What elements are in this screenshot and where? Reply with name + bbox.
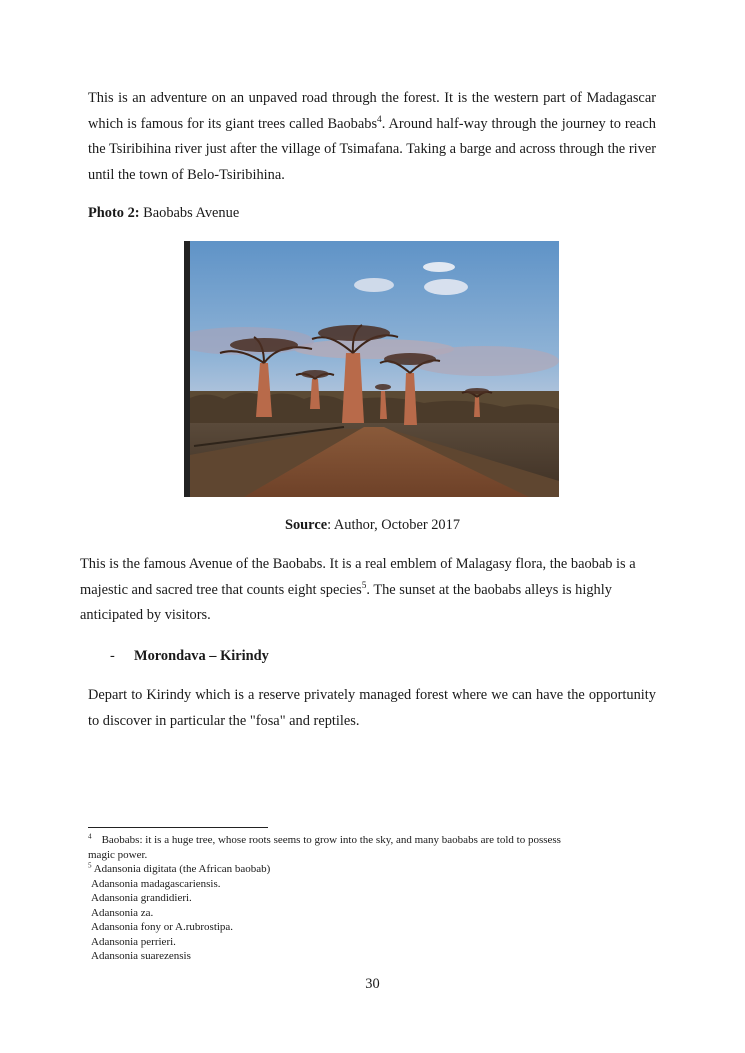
footnote-4 bbox=[88, 833, 648, 848]
photo-caption bbox=[88, 203, 239, 223]
intro-text-b: . Around half-way through the journey to reach the Tsiribihina river just after the village of Tsimafana. Taking a barge and across through the river until the town of Belo-Tsiribihina. bbox=[88, 115, 656, 183]
footnote-4-text: Baobabs: it is a huge tree, whose roots seems to grow into the sky, and many baobabs are told to possess bbox=[101, 834, 561, 846]
species-item: Adansonia madagascariensis. bbox=[91, 877, 221, 890]
species-item: Adansonia perrieri. bbox=[91, 935, 176, 948]
footnote-ref-5[interactable]: 5 bbox=[361, 580, 367, 591]
footnotes bbox=[88, 833, 648, 964]
source-text: : Author, October 2017 bbox=[327, 517, 461, 533]
footnote-5-number: 5 bbox=[88, 861, 92, 870]
species-item: Adansonia fony or A.rubrostipa. bbox=[91, 921, 234, 933]
footnote-5-text: Adansonia digitata (the African baobab) bbox=[93, 863, 271, 875]
footnote-divider bbox=[88, 827, 268, 828]
avenue-paragraph bbox=[80, 552, 660, 629]
intro-paragraph bbox=[88, 86, 656, 188]
kirindy-paragraph: Depart to Kirindy which is a reserve privately managed forest where we can have the opportunity to discover in particular the "fosa" and reptiles. bbox=[88, 687, 656, 729]
species-item: Adansonia za. bbox=[91, 906, 154, 919]
section-heading-text: Morondava – Kirindy bbox=[134, 648, 269, 664]
species-item: Adansonia suarezensis bbox=[91, 950, 191, 962]
baobab-avenue-photo bbox=[184, 241, 559, 497]
photo-caption-text: Baobabs Avenue bbox=[139, 205, 240, 221]
intro-text-a: This is an adventure on an unpaved road through the forest. It is the western part of Madagascar which is famous for its giant trees called Baobabs bbox=[88, 90, 656, 132]
avenue-text-a: This is the famous Avenue of the Baobabs. It is a real emblem of Malagasy flora, the baobab is a majestic and sacred tree that counts eight species bbox=[80, 556, 636, 598]
footnote-4-continuation: magic power. bbox=[88, 848, 148, 861]
bullet-dash: - bbox=[110, 648, 115, 664]
footnote-5 bbox=[88, 862, 648, 877]
footnote-ref-4[interactable]: 4 bbox=[377, 114, 382, 125]
page-number: 30 bbox=[365, 976, 380, 992]
footnote-4-number: 4 bbox=[88, 832, 92, 841]
source-label: Source bbox=[284, 517, 328, 533]
photo-caption-label: Photo 2: bbox=[88, 205, 140, 221]
photo-source bbox=[0, 515, 745, 535]
section-heading bbox=[110, 646, 269, 666]
species-item: Adansonia grandidieri. bbox=[91, 892, 192, 904]
avenue-text-b: . The sunset at the baobabs alleys is highly anticipated by visitors. bbox=[80, 581, 612, 623]
